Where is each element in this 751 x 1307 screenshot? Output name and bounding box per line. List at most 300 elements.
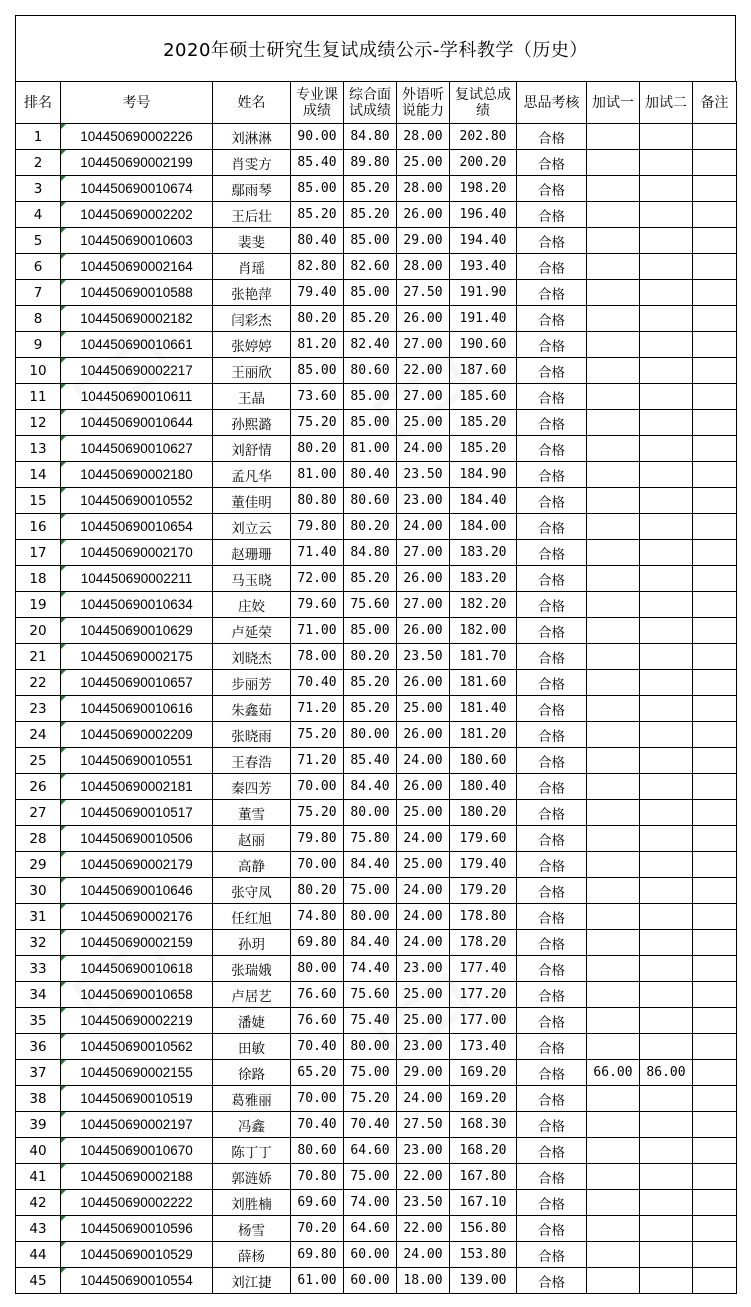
cell-total-score: 202.80 <box>450 124 517 150</box>
cell-exam-id <box>61 644 213 670</box>
cell-interview-score: 84.40 <box>344 774 397 800</box>
cell-ideology-check: 合格 <box>517 852 587 878</box>
cell-total-score: 200.20 <box>450 150 517 176</box>
cell-total-score: 184.40 <box>450 488 517 514</box>
cell-language-score: 27.00 <box>397 540 450 566</box>
cell-exam-id <box>61 150 213 176</box>
cell-comment-marker-icon <box>61 592 66 597</box>
cell-rank: 34 <box>16 982 61 1008</box>
cell-major-score: 80.80 <box>291 488 344 514</box>
cell-remarks <box>693 202 737 228</box>
cell-remarks <box>693 930 737 956</box>
cell-rank: 41 <box>16 1164 61 1190</box>
cell-extra-test-2 <box>640 1216 693 1242</box>
cell-extra-test-2 <box>640 852 693 878</box>
cell-interview-score: 85.40 <box>344 748 397 774</box>
cell-total-score: 168.30 <box>450 1112 517 1138</box>
cell-language-score: 29.00 <box>397 1060 450 1086</box>
cell-extra-test-1 <box>587 930 640 956</box>
cell-comment-marker-icon <box>61 228 66 233</box>
cell-extra-test-1 <box>587 852 640 878</box>
cell-remarks <box>693 384 737 410</box>
cell-major-score: 70.40 <box>291 1034 344 1060</box>
table-row <box>16 852 737 878</box>
header-exam-id: 考号 <box>61 82 213 124</box>
cell-comment-marker-icon <box>61 540 66 545</box>
cell-comment-marker-icon <box>61 1164 66 1169</box>
table-row <box>16 1086 737 1112</box>
cell-comment-marker-icon <box>61 1190 66 1195</box>
cell-extra-test-2 <box>640 150 693 176</box>
cell-total-score: 198.20 <box>450 176 517 202</box>
cell-ideology-check: 合格 <box>517 1060 587 1086</box>
cell-exam-id-text: 104450690010644 <box>80 415 193 430</box>
cell-rank: 42 <box>16 1190 61 1216</box>
cell-major-score: 61.00 <box>291 1268 344 1294</box>
cell-language-score: 23.00 <box>397 1138 450 1164</box>
cell-total-score: 193.40 <box>450 254 517 280</box>
cell-extra-test-1 <box>587 1008 640 1034</box>
cell-remarks <box>693 1164 737 1190</box>
cell-remarks <box>693 228 737 254</box>
cell-exam-id <box>61 982 213 1008</box>
cell-exam-id <box>61 306 213 332</box>
cell-exam-id <box>61 566 213 592</box>
cell-interview-score: 75.60 <box>344 592 397 618</box>
cell-total-score: 182.20 <box>450 592 517 618</box>
cell-ideology-check: 合格 <box>517 592 587 618</box>
table-row <box>16 1268 737 1294</box>
table-row <box>16 280 737 306</box>
cell-name: 肖雯方 <box>213 150 291 176</box>
table-row <box>16 982 737 1008</box>
cell-total-score: 183.20 <box>450 540 517 566</box>
cell-language-score: 26.00 <box>397 202 450 228</box>
cell-extra-test-2 <box>640 644 693 670</box>
cell-total-score: 181.70 <box>450 644 517 670</box>
cell-name: 张守凤 <box>213 878 291 904</box>
cell-rank: 15 <box>16 488 61 514</box>
cell-name: 鄢雨琴 <box>213 176 291 202</box>
cell-extra-test-1 <box>587 176 640 202</box>
cell-exam-id-text: 104450690010657 <box>80 675 193 690</box>
table-row <box>16 384 737 410</box>
cell-ideology-check: 合格 <box>517 1268 587 1294</box>
cell-extra-test-1 <box>587 1138 640 1164</box>
cell-extra-test-2 <box>640 592 693 618</box>
cell-extra-test-1 <box>587 436 640 462</box>
cell-rank: 40 <box>16 1138 61 1164</box>
cell-rank: 24 <box>16 722 61 748</box>
cell-exam-id-text: 104450690002217 <box>80 363 193 378</box>
cell-ideology-check: 合格 <box>517 826 587 852</box>
cell-extra-test-2 <box>640 176 693 202</box>
cell-comment-marker-icon <box>61 956 66 961</box>
cell-name: 刘晓杰 <box>213 644 291 670</box>
cell-name: 庄姣 <box>213 592 291 618</box>
cell-major-score: 71.00 <box>291 618 344 644</box>
cell-name: 高静 <box>213 852 291 878</box>
cell-interview-score: 85.00 <box>344 280 397 306</box>
table-row <box>16 1242 737 1268</box>
cell-ideology-check: 合格 <box>517 982 587 1008</box>
cell-remarks <box>693 774 737 800</box>
score-table <box>15 81 737 1294</box>
cell-name: 任红旭 <box>213 904 291 930</box>
cell-rank: 37 <box>16 1060 61 1086</box>
cell-extra-test-2 <box>640 696 693 722</box>
cell-extra-test-1 <box>587 982 640 1008</box>
cell-rank: 32 <box>16 930 61 956</box>
cell-exam-id-text: 104450690010611 <box>80 389 193 404</box>
cell-comment-marker-icon <box>61 1008 66 1013</box>
cell-exam-id <box>61 904 213 930</box>
cell-extra-test-2 <box>640 514 693 540</box>
table-row <box>16 1138 737 1164</box>
cell-total-score: 179.60 <box>450 826 517 852</box>
cell-major-score: 79.80 <box>291 826 344 852</box>
cell-name: 刘淋淋 <box>213 124 291 150</box>
cell-rank: 44 <box>16 1242 61 1268</box>
header-name: 姓名 <box>213 82 291 124</box>
cell-comment-marker-icon <box>61 358 66 363</box>
header-major-score: 专业课成绩 <box>291 82 344 124</box>
cell-comment-marker-icon <box>61 332 66 337</box>
cell-ideology-check: 合格 <box>517 384 587 410</box>
cell-name: 董雪 <box>213 800 291 826</box>
cell-ideology-check: 合格 <box>517 878 587 904</box>
cell-ideology-check: 合格 <box>517 1008 587 1034</box>
cell-exam-id <box>61 514 213 540</box>
cell-language-score: 25.00 <box>397 800 450 826</box>
cell-comment-marker-icon <box>61 644 66 649</box>
cell-extra-test-2 <box>640 1242 693 1268</box>
cell-extra-test-1 <box>587 228 640 254</box>
cell-comment-marker-icon <box>61 1034 66 1039</box>
cell-remarks <box>693 280 737 306</box>
table-row <box>16 956 737 982</box>
cell-name: 孙玥 <box>213 930 291 956</box>
cell-major-score: 80.20 <box>291 878 344 904</box>
cell-exam-id <box>61 878 213 904</box>
table-row <box>16 124 737 150</box>
cell-extra-test-1 <box>587 514 640 540</box>
cell-extra-test-2 <box>640 722 693 748</box>
cell-remarks <box>693 670 737 696</box>
cell-remarks <box>693 514 737 540</box>
table-row <box>16 1008 737 1034</box>
cell-extra-test-2 <box>640 1112 693 1138</box>
cell-interview-score: 85.20 <box>344 306 397 332</box>
cell-interview-score: 70.40 <box>344 1112 397 1138</box>
cell-name: 刘立云 <box>213 514 291 540</box>
cell-extra-test-1 <box>587 488 640 514</box>
table-row <box>16 904 737 930</box>
header-total-score: 复试总成绩 <box>450 82 517 124</box>
cell-language-score: 26.00 <box>397 722 450 748</box>
cell-ideology-check: 合格 <box>517 904 587 930</box>
cell-total-score: 169.20 <box>450 1060 517 1086</box>
cell-interview-score: 75.00 <box>344 1164 397 1190</box>
cell-exam-id <box>61 176 213 202</box>
cell-comment-marker-icon <box>61 1216 66 1221</box>
cell-exam-id-text: 104450690010603 <box>80 233 193 248</box>
cell-remarks <box>693 1216 737 1242</box>
table-row <box>16 618 737 644</box>
cell-ideology-check: 合格 <box>517 618 587 644</box>
cell-remarks <box>693 540 737 566</box>
cell-extra-test-1 <box>587 1086 640 1112</box>
cell-extra-test-1 <box>587 618 640 644</box>
cell-comment-marker-icon <box>61 1112 66 1117</box>
cell-total-score: 185.60 <box>450 384 517 410</box>
cell-language-score: 24.00 <box>397 436 450 462</box>
cell-rank: 16 <box>16 514 61 540</box>
cell-exam-id-text: 104450690002155 <box>80 1065 193 1080</box>
cell-language-score: 23.50 <box>397 1190 450 1216</box>
table-row <box>16 1216 737 1242</box>
cell-exam-id <box>61 462 213 488</box>
cell-remarks <box>693 488 737 514</box>
cell-ideology-check: 合格 <box>517 566 587 592</box>
cell-total-score: 168.20 <box>450 1138 517 1164</box>
cell-extra-test-1 <box>587 904 640 930</box>
cell-name: 刘江捷 <box>213 1268 291 1294</box>
table-row <box>16 1190 737 1216</box>
cell-exam-id-text: 104450690002180 <box>80 467 193 482</box>
cell-name: 秦四芳 <box>213 774 291 800</box>
table-row <box>16 878 737 904</box>
cell-extra-test-2 <box>640 670 693 696</box>
cell-major-score: 75.20 <box>291 410 344 436</box>
cell-interview-score: 75.40 <box>344 1008 397 1034</box>
cell-comment-marker-icon <box>61 774 66 779</box>
cell-extra-test-1 <box>587 202 640 228</box>
cell-exam-id-text: 104450690002222 <box>80 1195 193 1210</box>
cell-name: 葛雅丽 <box>213 1086 291 1112</box>
cell-major-score: 71.20 <box>291 748 344 774</box>
cell-comment-marker-icon <box>61 280 66 285</box>
cell-name: 王晶 <box>213 384 291 410</box>
cell-total-score: 139.00 <box>450 1268 517 1294</box>
table-row <box>16 748 737 774</box>
cell-ideology-check: 合格 <box>517 1034 587 1060</box>
cell-major-score: 75.20 <box>291 800 344 826</box>
cell-language-score: 23.00 <box>397 1034 450 1060</box>
cell-remarks <box>693 1086 737 1112</box>
cell-ideology-check: 合格 <box>517 748 587 774</box>
cell-remarks <box>693 878 737 904</box>
cell-name: 马玉晓 <box>213 566 291 592</box>
table-row <box>16 540 737 566</box>
cell-major-score: 70.00 <box>291 1086 344 1112</box>
cell-exam-id-text: 104450690010674 <box>80 181 193 196</box>
cell-language-score: 25.00 <box>397 852 450 878</box>
cell-major-score: 85.00 <box>291 358 344 384</box>
cell-major-score: 74.80 <box>291 904 344 930</box>
cell-extra-test-2 <box>640 1034 693 1060</box>
cell-interview-score: 85.00 <box>344 384 397 410</box>
cell-major-score: 70.40 <box>291 1112 344 1138</box>
cell-interview-score: 64.60 <box>344 1138 397 1164</box>
cell-major-score: 81.00 <box>291 462 344 488</box>
cell-exam-id-text: 104450690010618 <box>80 961 193 976</box>
cell-language-score: 28.00 <box>397 254 450 280</box>
cell-rank: 18 <box>16 566 61 592</box>
cell-rank: 30 <box>16 878 61 904</box>
cell-remarks <box>693 1034 737 1060</box>
cell-exam-id <box>61 358 213 384</box>
header-rank: 排名 <box>16 82 61 124</box>
cell-name: 卢延荣 <box>213 618 291 644</box>
cell-remarks <box>693 1138 737 1164</box>
cell-ideology-check: 合格 <box>517 1216 587 1242</box>
cell-name: 朱鑫茹 <box>213 696 291 722</box>
cell-language-score: 26.00 <box>397 566 450 592</box>
cell-extra-test-2 <box>640 384 693 410</box>
cell-comment-marker-icon <box>61 1268 66 1273</box>
cell-total-score: 177.00 <box>450 1008 517 1034</box>
cell-name: 薛杨 <box>213 1242 291 1268</box>
cell-exam-id-text: 104450690002175 <box>80 649 193 664</box>
cell-rank: 26 <box>16 774 61 800</box>
cell-exam-id <box>61 1112 213 1138</box>
cell-rank: 13 <box>16 436 61 462</box>
cell-ideology-check: 合格 <box>517 306 587 332</box>
cell-extra-test-1 <box>587 1112 640 1138</box>
cell-extra-test-1 <box>587 826 640 852</box>
cell-exam-id <box>61 410 213 436</box>
cell-name: 郭涟娇 <box>213 1164 291 1190</box>
cell-total-score: 187.60 <box>450 358 517 384</box>
cell-interview-score: 74.00 <box>344 1190 397 1216</box>
cell-interview-score: 80.00 <box>344 800 397 826</box>
cell-extra-test-2 <box>640 878 693 904</box>
table-row <box>16 488 737 514</box>
cell-remarks <box>693 1008 737 1034</box>
cell-major-score: 85.40 <box>291 150 344 176</box>
score-sheet <box>15 15 736 1294</box>
cell-name: 张晓雨 <box>213 722 291 748</box>
cell-extra-test-1 <box>587 384 640 410</box>
table-row <box>16 826 737 852</box>
cell-total-score: 182.00 <box>450 618 517 644</box>
cell-extra-test-2 <box>640 1190 693 1216</box>
cell-language-score: 26.00 <box>397 670 450 696</box>
cell-comment-marker-icon <box>61 150 66 155</box>
cell-exam-id <box>61 800 213 826</box>
cell-extra-test-2 <box>640 1008 693 1034</box>
page-title: 2020年硕士研究生复试成绩公示-学科教学（历史） <box>15 15 736 81</box>
table-row <box>16 1164 737 1190</box>
cell-interview-score: 85.00 <box>344 410 397 436</box>
cell-major-score: 71.20 <box>291 696 344 722</box>
cell-major-score: 90.00 <box>291 124 344 150</box>
cell-remarks <box>693 852 737 878</box>
cell-ideology-check: 合格 <box>517 540 587 566</box>
cell-name: 王春浩 <box>213 748 291 774</box>
cell-name: 刘胜楠 <box>213 1190 291 1216</box>
cell-comment-marker-icon <box>61 202 66 207</box>
cell-rank: 22 <box>16 670 61 696</box>
cell-exam-id-text: 104450690010661 <box>80 337 193 352</box>
cell-language-score: 24.00 <box>397 930 450 956</box>
cell-extra-test-1 <box>587 332 640 358</box>
cell-ideology-check: 合格 <box>517 332 587 358</box>
cell-extra-test-2 <box>640 748 693 774</box>
cell-extra-test-1 <box>587 1190 640 1216</box>
cell-exam-id <box>61 332 213 358</box>
table-row <box>16 462 737 488</box>
cell-exam-id-text: 104450690002209 <box>80 727 193 742</box>
cell-comment-marker-icon <box>61 176 66 181</box>
table-row <box>16 514 737 540</box>
cell-language-score: 23.50 <box>397 644 450 670</box>
cell-exam-id <box>61 956 213 982</box>
cell-comment-marker-icon <box>61 1060 66 1065</box>
cell-interview-score: 85.20 <box>344 566 397 592</box>
cell-ideology-check: 合格 <box>517 1242 587 1268</box>
cell-remarks <box>693 306 737 332</box>
cell-major-score: 69.80 <box>291 930 344 956</box>
cell-comment-marker-icon <box>61 306 66 311</box>
cell-interview-score: 80.20 <box>344 644 397 670</box>
header-interview-score: 综合面试成绩 <box>344 82 397 124</box>
cell-extra-test-2 <box>640 462 693 488</box>
cell-extra-test-2 <box>640 124 693 150</box>
cell-name: 杨雪 <box>213 1216 291 1242</box>
table-row <box>16 1112 737 1138</box>
cell-exam-id-text: 104450690002188 <box>80 1169 193 1184</box>
cell-exam-id-text: 104450690010517 <box>80 805 193 820</box>
cell-exam-id-text: 104450690002159 <box>80 935 193 950</box>
table-row <box>16 254 737 280</box>
cell-comment-marker-icon <box>61 1086 66 1091</box>
cell-ideology-check: 合格 <box>517 176 587 202</box>
cell-remarks <box>693 982 737 1008</box>
cell-comment-marker-icon <box>61 1138 66 1143</box>
cell-total-score: 178.20 <box>450 930 517 956</box>
cell-exam-id-text: 104450690010562 <box>80 1039 193 1054</box>
cell-comment-marker-icon <box>61 982 66 987</box>
cell-language-score: 24.00 <box>397 826 450 852</box>
table-row <box>16 930 737 956</box>
cell-exam-id <box>61 1008 213 1034</box>
cell-total-score: 181.60 <box>450 670 517 696</box>
cell-major-score: 79.60 <box>291 592 344 618</box>
cell-name: 王后壮 <box>213 202 291 228</box>
cell-major-score: 69.60 <box>291 1190 344 1216</box>
cell-interview-score: 81.00 <box>344 436 397 462</box>
cell-rank: 43 <box>16 1216 61 1242</box>
cell-total-score: 156.80 <box>450 1216 517 1242</box>
cell-interview-score: 80.60 <box>344 358 397 384</box>
cell-language-score: 27.00 <box>397 332 450 358</box>
cell-exam-id-text: 104450690010529 <box>80 1247 193 1262</box>
cell-exam-id <box>61 384 213 410</box>
cell-major-score: 85.20 <box>291 202 344 228</box>
cell-major-score: 78.00 <box>291 644 344 670</box>
table-row <box>16 228 737 254</box>
cell-total-score: 180.20 <box>450 800 517 826</box>
cell-rank: 9 <box>16 332 61 358</box>
cell-extra-test-1 <box>587 644 640 670</box>
cell-total-score: 167.10 <box>450 1190 517 1216</box>
cell-name: 赵丽 <box>213 826 291 852</box>
cell-name: 张瑞娥 <box>213 956 291 982</box>
cell-exam-id-text: 104450690010654 <box>80 519 193 534</box>
cell-total-score: 179.20 <box>450 878 517 904</box>
